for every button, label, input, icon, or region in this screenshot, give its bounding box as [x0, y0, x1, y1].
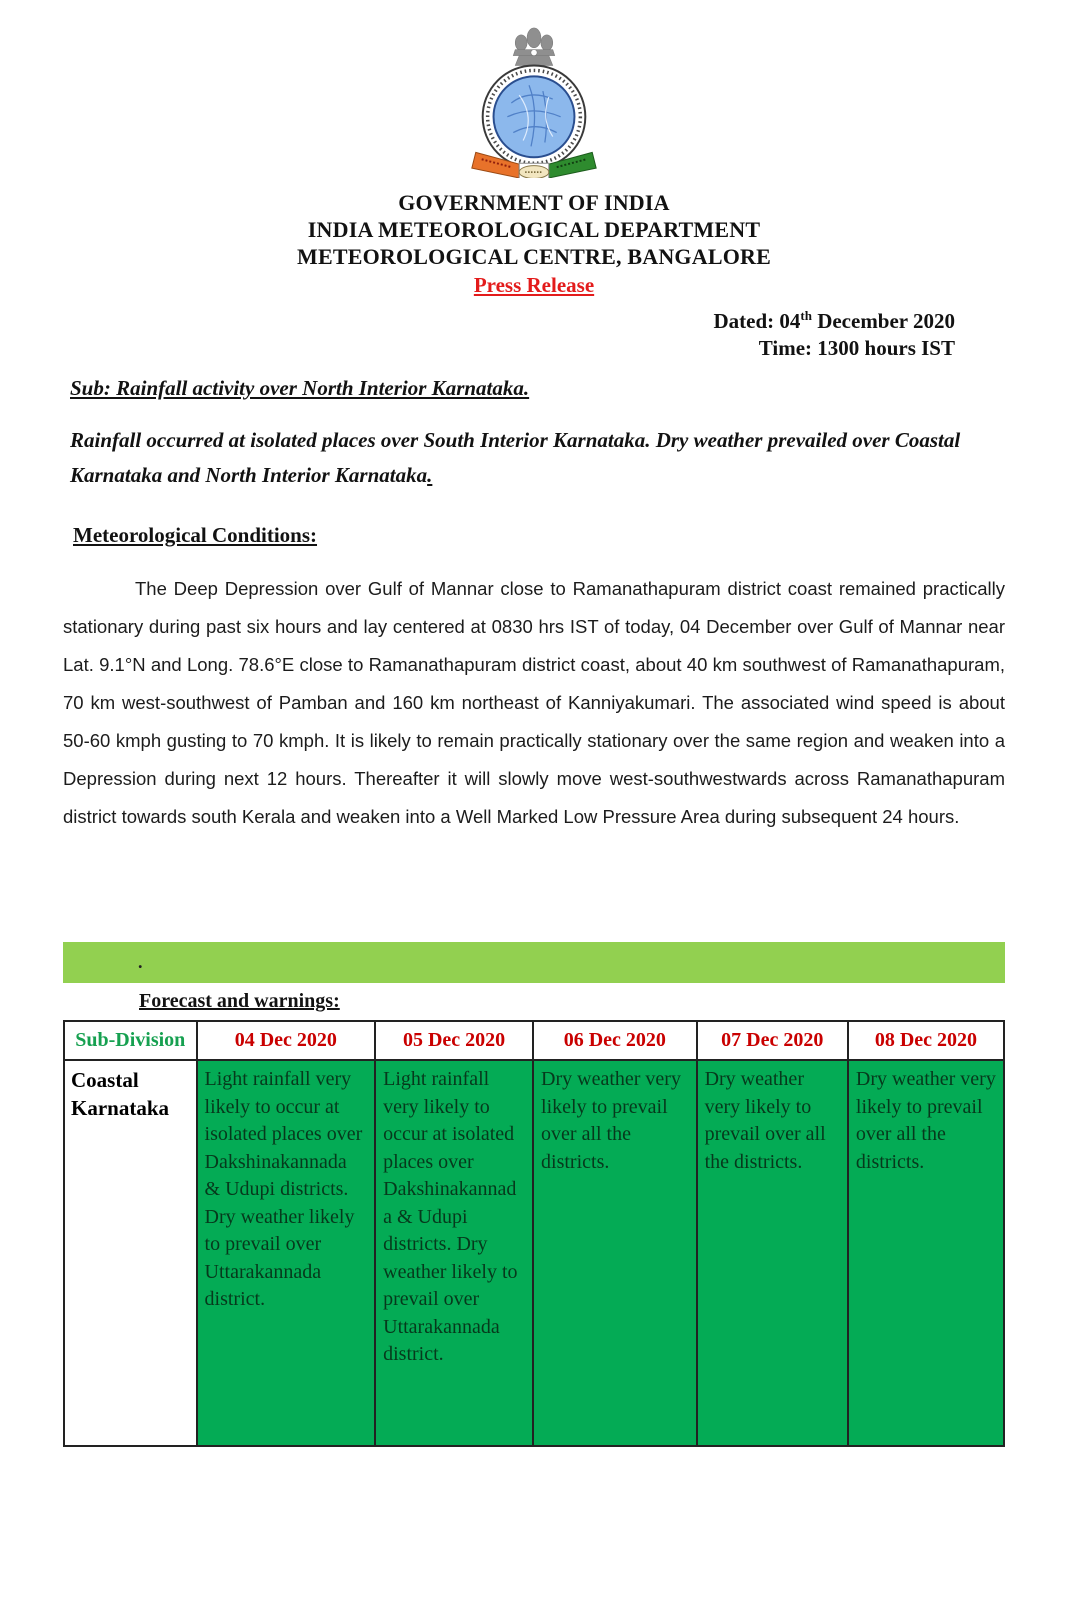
- divider-dot: .: [138, 952, 143, 972]
- time-line: Time: 1300 hours IST: [758, 336, 955, 360]
- header-04-dec: 04 Dec 2020: [197, 1021, 376, 1060]
- met-conditions-paragraph: The Deep Depression over Gulf of Mannar close to Ramanathapuram district coast remained practically stationary during past six hours and lay centered at 0830 hrs IST of today, 04 December over Gulf of Mannar near Lat. 9.1°N and Long. 78.6°E close to Ramanathapuram district coast, about 40 km southwest of Ramanathapuram, 70 km west-southwest of Pamban and 160 km northeast of Kanniyakumari. The associated wind speed is about 50-60 kmph gusting to 70 kmph. It is likely to remain practically stationary over the same region and weaken into a Depression during next 12 hours. Thereafter it will slowly move west-southwestwards across Ramanathapuram district towards south Kerala and weaken into a Well Marked Low Pressure Area during subsequent 24 hours.: [63, 578, 1005, 827]
- summary-period: .: [427, 463, 433, 487]
- green-divider-bar: [63, 942, 1005, 983]
- forecast-cell-07-dec: Dry weather very likely to prevail over all the districts.: [697, 1060, 848, 1446]
- forecast-cell-08-dec: Dry weather very likely to prevail over all the districts.: [848, 1060, 1004, 1446]
- dateline: [63, 302, 1005, 362]
- header-06-dec: 06 Dec 2020: [533, 1021, 697, 1060]
- table-row-coastal-karnataka: [64, 1060, 1004, 1446]
- header-05-dec: 05 Dec 2020: [375, 1021, 533, 1060]
- ordinal-superscript: th: [800, 308, 812, 323]
- imd-emblem-icon: [450, 26, 618, 178]
- header-sub-division: Sub-Division: [64, 1021, 197, 1060]
- header-government-of-india: GOVERNMENT OF INDIA: [398, 190, 670, 215]
- imd-logo: [63, 26, 1005, 183]
- forecast-table: [63, 1020, 1005, 1447]
- header-08-dec: 08 Dec 2020: [848, 1021, 1004, 1060]
- table-header-row: [64, 1021, 1004, 1060]
- header-met-centre: METEOROLOGICAL CENTRE, BANGALORE: [297, 244, 771, 269]
- division-cell: Coastal Karnataka: [64, 1060, 197, 1446]
- forecast-warnings-heading: Forecast and warnings:: [139, 990, 340, 1012]
- forecast-cell-04-dec: Light rainfall very likely to occur at isolated places over Dakshinakannada & Udupi districts. Dry weather likely to prevail over Uttarakannada district.: [197, 1060, 376, 1446]
- ashoka-lion-capital-icon: [513, 28, 554, 66]
- header-07-dec: 07 Dec 2020: [697, 1021, 848, 1060]
- press-release-title: Press Release: [473, 273, 595, 297]
- dated-line: Dated: 04th December 2020: [713, 308, 955, 333]
- summary-paragraph: Rainfall occurred at isolated places over South Interior Karnataka. Dry weather prevailed over Coastal Karnataka and North Interior Karnataka.: [70, 428, 961, 487]
- forecast-cell-05-dec: Light rainfall very likely to occur at isolated places over Dakshinakannada & Udupi districts. Dry weather likely to prevail over Uttarakannada district.: [375, 1060, 533, 1446]
- header-imd: INDIA METEOROLOGICAL DEPARTMENT: [307, 217, 761, 242]
- subject-line: Sub: Rainfall activity over North Interior Karnataka.: [70, 376, 530, 400]
- forecast-cell-06-dec: Dry weather very likely to prevail over all the districts.: [533, 1060, 697, 1446]
- met-conditions-heading: Meteorological Conditions:: [73, 523, 318, 547]
